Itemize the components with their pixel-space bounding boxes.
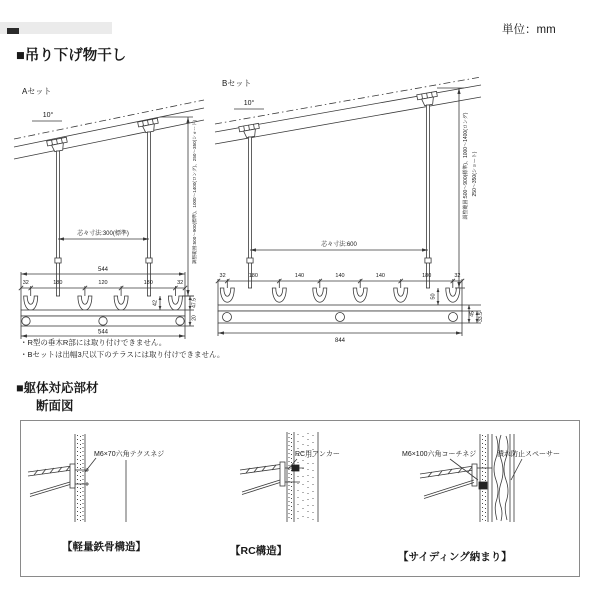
set-b-hook-depth-label: 50: [430, 293, 437, 300]
set-a-hook-depth-dim: [159, 296, 162, 310]
cross-section-diagrams: [22, 422, 576, 573]
set-b-seg-1: 180: [248, 273, 258, 279]
set-b-seg-0: 32: [219, 273, 226, 279]
set-a-adjust-range-dim: [160, 117, 194, 296]
hook: [313, 288, 327, 302]
detail-steel: [28, 434, 164, 553]
set-b-label: Bセット: [222, 79, 252, 88]
set-b-crossbar: [218, 288, 462, 323]
detail-steel-screw-label: M6×70六角テクスネジ: [94, 451, 165, 458]
set-b-rod-adjuster-2: [425, 258, 431, 263]
set-b-rod-adjuster-1: [247, 258, 253, 263]
detail-steel-caption: 【軽量鉄骨構造】: [62, 541, 146, 553]
detail-rc: [230, 432, 340, 557]
set-a-side-dim-1: 20: [191, 315, 198, 321]
set-b-side-dim-0: 45: [469, 311, 476, 317]
set-b-adjust-range-dim: [437, 88, 465, 288]
unit-label: 単位：mm: [502, 24, 556, 36]
frame-section-subtitle: 断面図: [36, 399, 74, 413]
set-a-hook-depth-label: 42: [152, 299, 159, 307]
detail-siding-screw-label: M6×100六角コーチネジ: [402, 451, 477, 458]
set-a-hanger-rod-2: [147, 132, 150, 296]
set-b-seg-4: 140: [375, 273, 385, 279]
set-a-label: Aセット: [22, 87, 52, 96]
detail-siding-spacer-label: 潰れ防止スペーサー: [497, 451, 560, 458]
scan-artifact-mark: [7, 28, 19, 34]
set-b-seg-3: 140: [335, 273, 345, 279]
set-a-rod-adjuster-1: [55, 258, 61, 263]
hook: [394, 288, 408, 302]
hook: [353, 288, 367, 302]
rail-hole: [449, 313, 458, 322]
set-b-adjust-range-main-label: 調整範囲:500〜900(標準)、1000〜1400(ロング): [463, 112, 469, 220]
set-b-bottom-dim: [218, 323, 462, 336]
hook: [220, 288, 234, 302]
set-a-center-dim: [58, 237, 149, 240]
set-b-bottom-total-label: 844: [334, 338, 346, 344]
rail-hole: [99, 317, 107, 325]
set-b-bracket-2: [417, 91, 439, 106]
rail-hole: [22, 317, 30, 325]
set-a-seg-0: 32: [22, 280, 29, 286]
rail-hole: [176, 317, 184, 325]
set-a-top-total-label: 544: [97, 267, 109, 273]
page-title: ■吊り下げ物干し: [16, 48, 127, 64]
set-b-hanger-rod-1: [248, 137, 251, 288]
set-a-angle-label: 10°: [42, 112, 54, 119]
detail-siding-caption: 【サイディング納まり】: [398, 551, 512, 563]
set-b-hook-depth-dim: [437, 288, 440, 305]
set-b-seg-6: 32: [454, 273, 461, 279]
set-b-adjust-range-sub-label: 250〜350(ショート): [472, 151, 478, 197]
note-line-2: ・Bセットは出幅3尺以下のテラスには取り付けできません。: [20, 350, 225, 359]
set-a-segment-dim: [19, 286, 187, 296]
set-a-bottom-total-label: 544: [97, 329, 109, 336]
set-a-seg-2: 120: [98, 280, 108, 286]
note-line-1: ・R型の垂木R部には取り付けできません。: [20, 338, 167, 347]
set-b-side-dim-1: 33.5: [478, 312, 484, 322]
rail-hole: [336, 313, 345, 322]
set-a-rod-adjuster-2: [146, 258, 152, 263]
set-a-seg-4: 32: [177, 280, 184, 286]
set-b-center-dim-label: 芯々寸法:600: [321, 242, 357, 248]
set-b-seg-2: 140: [294, 273, 305, 279]
frame-section-title: ■躯体対応部材: [16, 381, 99, 395]
set-a-adjust-range-label: 調整範囲:500〜900(標準)、1000〜1400(ロング)、250〜350(ショート): [192, 119, 197, 265]
set-b-center-dim: [250, 248, 428, 251]
rail-hole: [223, 313, 232, 322]
set-b-diagram: [211, 74, 503, 346]
set-a-seg-3: 180: [143, 280, 153, 286]
set-a-roof: [14, 100, 204, 159]
hook: [272, 288, 286, 302]
set-a-center-dim-label: 芯々寸法:300(標準): [77, 231, 129, 237]
hook: [168, 296, 182, 310]
set-b-angle-label: 10°: [243, 100, 255, 107]
detail-rc-caption: 【RC構造】: [230, 545, 288, 557]
hook: [78, 296, 92, 310]
set-a-diagram: [10, 84, 210, 346]
set-a-side-dim-0: 47.5: [191, 298, 198, 308]
detail-siding: [398, 434, 560, 563]
hook: [114, 296, 128, 310]
hook: [446, 288, 460, 302]
hook: [24, 296, 38, 310]
set-a-seg-1: 180: [53, 280, 63, 286]
set-b-seg-5: 180: [422, 273, 432, 279]
notes: [20, 337, 224, 361]
detail-rc-anchor-label: RC用アンカー: [295, 451, 340, 458]
